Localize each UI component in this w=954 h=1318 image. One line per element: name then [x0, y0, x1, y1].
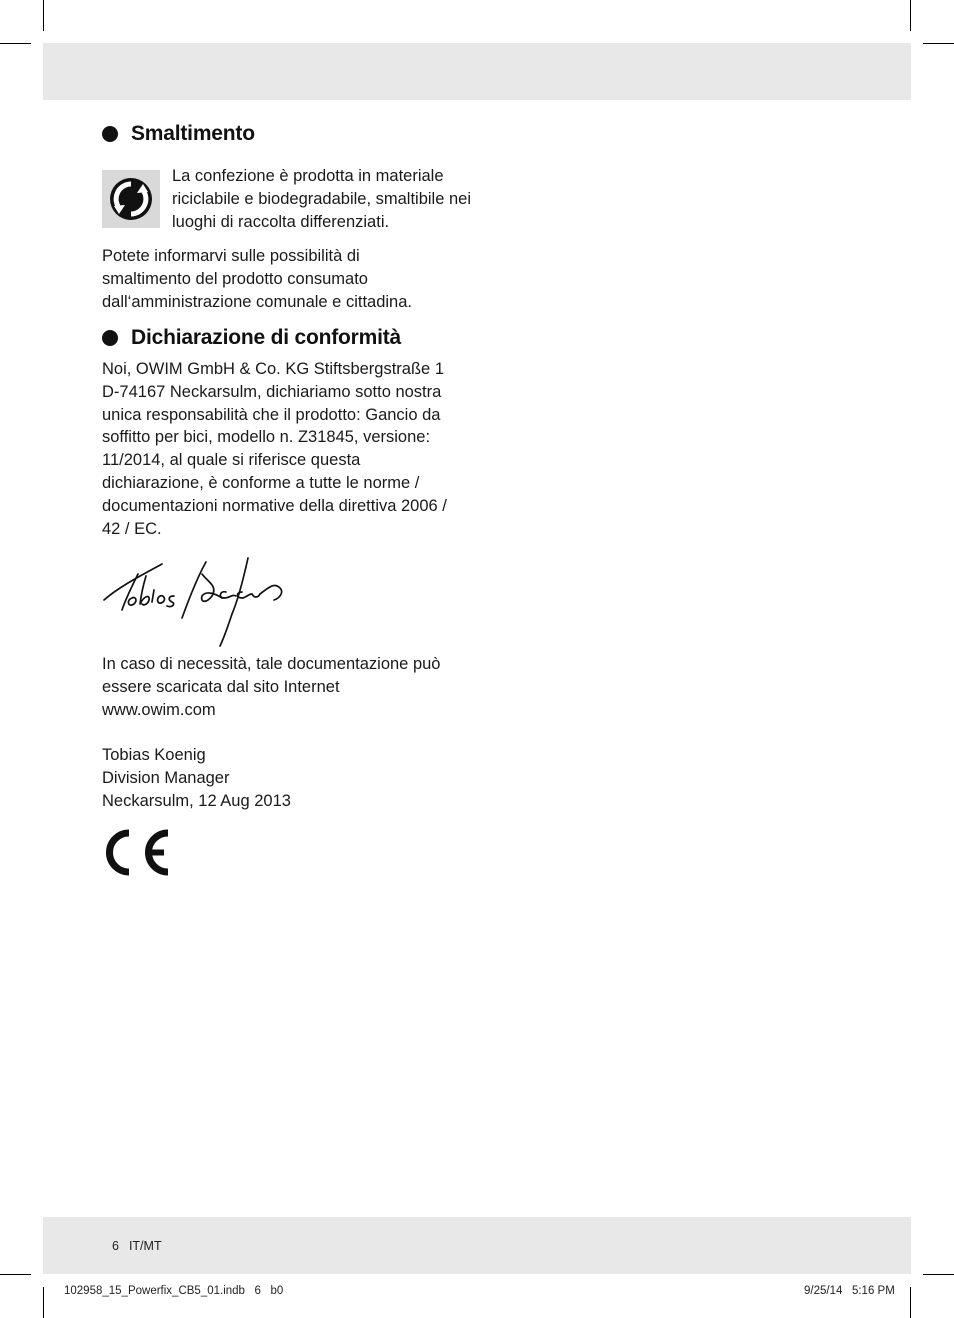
file-slug: 102958_15_Powerfix_CB5_01.indb 6 b0: [64, 1285, 284, 1297]
disposal-heading: [102, 122, 482, 146]
place-date: Neckarsulm, 12 Aug 2013: [102, 792, 291, 810]
website-link[interactable]: www.owim.com: [102, 701, 216, 719]
language-code: IT/MT: [128, 1239, 162, 1253]
page-footer: [112, 1239, 172, 1253]
page-number: 6: [112, 1239, 119, 1253]
download-text: In caso di necessità, tale documentazione può essere scaricata dal sito Internet: [102, 655, 441, 696]
crop-mark-bottom-left-v: [43, 1287, 44, 1318]
signer-name: Tobias Koenig: [102, 746, 206, 764]
crop-mark-top-left-h: [0, 43, 31, 44]
bullet-icon: [102, 330, 118, 346]
signature: [102, 552, 292, 652]
print-timestamp: 9/25/14 5:16 PM: [804, 1285, 895, 1297]
crop-mark-bottom-right-h: [923, 1274, 954, 1275]
footer-band: [43, 1217, 911, 1274]
crop-mark-bottom-right-v: [910, 1287, 911, 1318]
disposal-info-text: Potete informarvi sulle possibilità di smaltimento del prodotto consumato dall‘amministrazione comunale e cittadina.: [102, 247, 412, 311]
crop-mark-top-right-h: [923, 43, 954, 44]
disposal-title: Smaltimento: [131, 122, 255, 145]
green-dot-recycling-icon: [102, 170, 160, 228]
signer-title: Division Manager: [102, 769, 230, 787]
packaging-text: La confezione è prodotta in materiale riciclabile e biodegradabile, smaltibile nei luoghi di raccolta differenziati.: [172, 167, 471, 231]
bullet-icon: [102, 126, 118, 142]
conformity-heading: [102, 326, 482, 350]
header-band: [43, 43, 911, 100]
crop-mark-top-left-v: [43, 0, 44, 31]
crop-mark-top-right-v: [910, 0, 911, 31]
crop-mark-bottom-left-h: [0, 1274, 31, 1275]
conformity-title: Dichiarazione di conformità: [131, 326, 401, 349]
declaration-text: Noi, OWIM GmbH & Co. KG Stiftsbergstraße 1 D-74167 Neckarsulm, dichiariamo sotto nostra unica responsabilità che il prodotto: Gancio da soffitto per bici, modello n. Z31845, versione: 11/2014, al quale si riferisce questa dichiarazione, è conforme a tutte le norme / documentazioni normative della direttiva 2006 / 42 / EC.: [102, 360, 447, 538]
ce-mark-icon: [102, 828, 172, 878]
